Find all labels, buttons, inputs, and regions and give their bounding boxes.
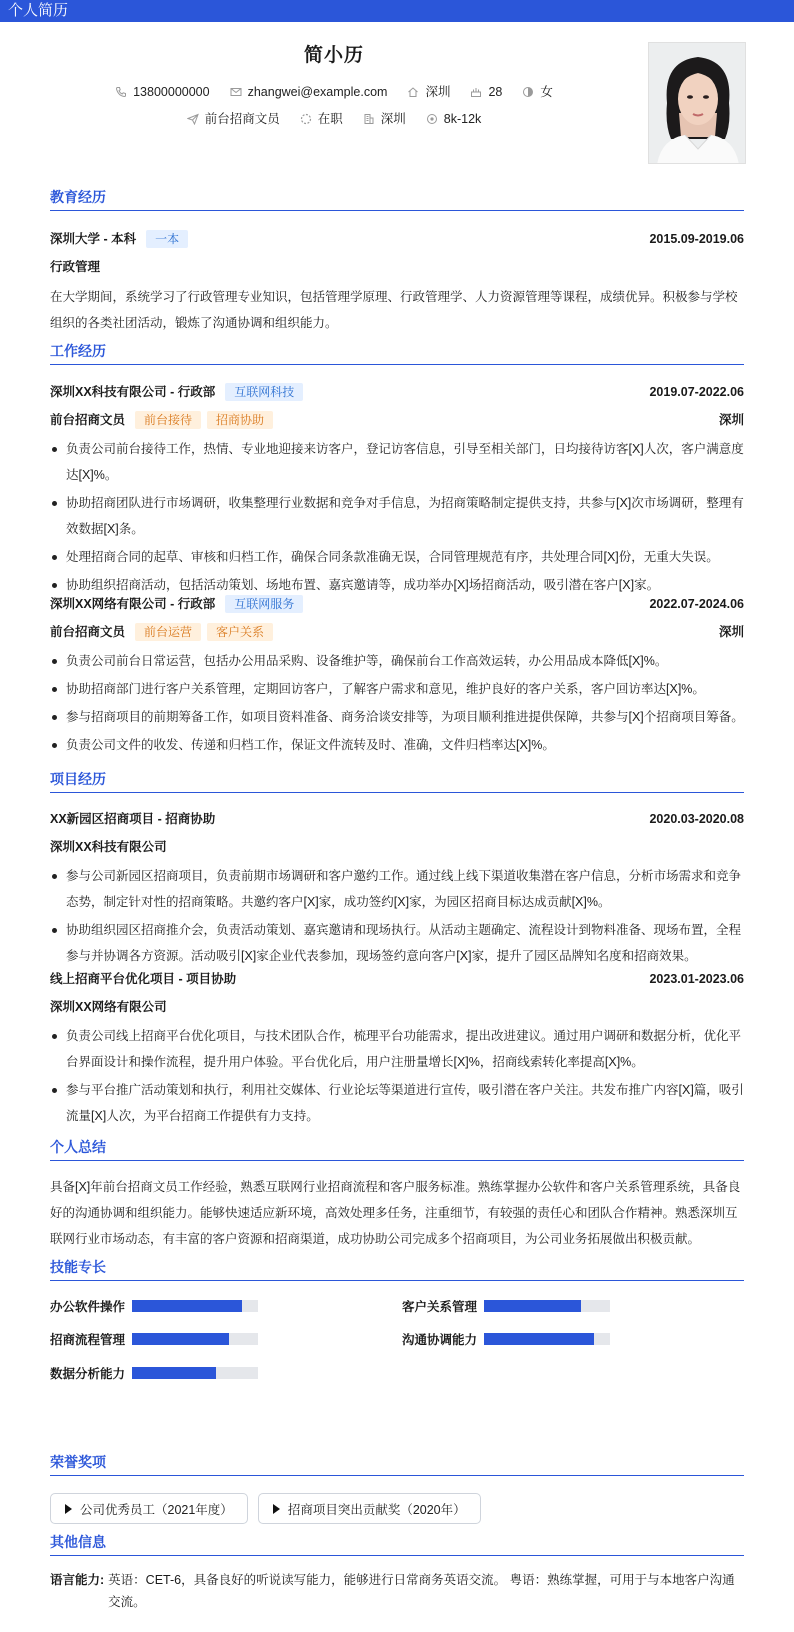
coin-icon — [426, 113, 438, 125]
work-2-position-row — [50, 623, 744, 641]
skill-item — [402, 1330, 610, 1348]
project-2-name: 线上招商平台优化项目 - 项目协助 — [50, 972, 237, 986]
triangle-right-icon — [273, 1504, 280, 1514]
target-city-item — [363, 110, 406, 128]
project-2-header — [50, 970, 744, 988]
list-item: 参与招商项目的前期筹备工作，如项目资料准备、商务洽谈安排等，为项目顺利推进提供保障，共参与[X]个招商项目筹备。 — [50, 704, 744, 730]
salary-text: 8k-12k — [443, 112, 482, 126]
position-item — [187, 110, 280, 128]
education-header — [50, 230, 744, 248]
work-1-location: 深圳 — [718, 413, 744, 427]
skill-item — [50, 1364, 258, 1382]
skill-fill — [484, 1333, 594, 1345]
award-text: 招商项目突出贡献奖（2020年） — [287, 1502, 466, 1517]
phone-text: 13800000000 — [133, 85, 210, 99]
work-section-title: 工作经历 — [50, 342, 744, 365]
skill-name: 沟通协调能力 — [402, 1333, 478, 1347]
education-section-title: 教育经历 — [50, 188, 744, 211]
work-2-bullets — [50, 648, 744, 760]
profile-photo — [648, 42, 746, 164]
education-description: 在大学期间，系统学习了行政管理专业知识，包括管理学原理、行政管理学、人力资源管理等课程，成绩优异。积极参与学校组织的各类社团活动，锻炼了沟通协调和组织能力。 — [50, 290, 738, 330]
gender-item — [522, 83, 553, 101]
education-period: 2015.09-2019.06 — [649, 232, 744, 246]
skill-bar — [484, 1300, 610, 1312]
language-label: 语言能力: — [50, 1573, 105, 1587]
work-1-tag-1: 前台接待 — [135, 411, 201, 429]
city-text: 深圳 — [425, 85, 451, 99]
list-item: 协助组织招商活动，包括活动策划、场地布置、嘉宾邀请等，成功举办[X]场招商活动，吸引潜在客户[X]家。 — [50, 572, 744, 598]
projects-section-title: 项目经历 — [50, 770, 744, 793]
top-bar — [0, 0, 794, 22]
gender-icon — [522, 86, 534, 98]
building-icon — [363, 113, 375, 125]
job-intent-row — [0, 110, 668, 128]
work-2-tag-1: 前台运营 — [135, 623, 201, 641]
work-2-period: 2022.07-2024.06 — [649, 597, 744, 611]
phone-icon — [115, 86, 127, 98]
age-item — [470, 83, 502, 101]
skill-name: 客户关系管理 — [402, 1300, 478, 1314]
list-item: 负责公司文件的收发、传递和归档工作，保证文件流转及时、准确，文件归档率达[X]%。 — [50, 732, 744, 758]
work-1-industry-tag: 互联网科技 — [225, 383, 303, 401]
skill-bar — [132, 1333, 258, 1345]
status-item — [300, 110, 343, 128]
list-item: 处理招商合同的起草、审核和归档工作，确保合同条款准确无误，合同管理规范有序，共处理合同[X]份，无重大失误。 — [50, 544, 744, 570]
send-icon — [187, 113, 199, 125]
summary-section-title: 个人总结 — [50, 1138, 744, 1161]
skill-item — [50, 1330, 258, 1348]
work-1-company: 深圳XX科技有限公司 - 行政部 — [50, 385, 216, 399]
age-text: 28 — [488, 85, 503, 99]
major-row — [50, 258, 744, 276]
award-text: 公司优秀员工（2021年度） — [80, 1502, 233, 1517]
project-2-company: 深圳XX网络有限公司 — [50, 1000, 167, 1014]
major-name: 行政管理 — [50, 260, 101, 274]
project-2-company-row — [50, 998, 744, 1016]
cake-icon — [470, 86, 482, 98]
project-1-company: 深圳XX科技有限公司 — [50, 840, 167, 854]
award-item[interactable] — [258, 1493, 481, 1524]
phone-item — [115, 83, 209, 101]
list-item: 负责公司前台接待工作，热情、专业地迎接来访客户，登记访客信息，引导至相关部门，日均接待访客[X]人次，客户满意度达[X]%。 — [50, 436, 744, 488]
list-item: 参与公司新园区招商项目，负责前期市场调研和客户邀约工作。通过线上线下渠道收集潜在客户信息，分析市场需求和竞争态势，制定针对性的招商策略。共邀约客户[X]家，成功签约[X]家，为园区招商目标达成贡献[X]%。 — [50, 863, 744, 915]
skill-fill — [484, 1300, 581, 1312]
skill-fill — [132, 1367, 216, 1379]
list-item: 负责公司前台日常运营，包括办公用品采购、设备维护等，确保前台工作高效运转，办公用品成本降低[X]%。 — [50, 648, 744, 674]
status-icon — [300, 113, 312, 125]
work-2-company: 深圳XX网络有限公司 - 行政部 — [50, 597, 216, 611]
project-1-company-row — [50, 838, 744, 856]
other-section-title: 其他信息 — [50, 1533, 744, 1556]
gender-text: 女 — [540, 85, 553, 99]
awards-section-title: 荣誉奖项 — [50, 1453, 744, 1476]
target-city-text: 深圳 — [380, 112, 406, 126]
city-item — [407, 83, 450, 101]
project-1-period: 2020.03-2020.08 — [649, 812, 744, 826]
language-ability — [50, 1569, 744, 1613]
project-1-header — [50, 810, 744, 828]
list-item: 协助招商部门进行客户关系管理，定期回访客户，了解客户需求和意见，维护良好的客户关系，客户回访率达[X]%。 — [50, 676, 744, 702]
skill-item — [402, 1297, 610, 1315]
mail-icon — [230, 86, 242, 98]
work-2-header — [50, 595, 744, 613]
skill-item — [50, 1297, 258, 1315]
email-text: zhangwei@example.com — [247, 85, 388, 99]
skill-bar — [132, 1367, 258, 1379]
project-1-name: XX新园区招商项目 - 招商协助 — [50, 812, 216, 826]
skill-name: 数据分析能力 — [50, 1367, 126, 1381]
contact-row — [0, 83, 668, 101]
school-tag: 一本 — [146, 230, 188, 248]
work-2-position: 前台招商文员 — [50, 625, 126, 639]
school-name: 深圳大学 - 本科 — [50, 232, 137, 246]
candidate-name: 简小历 — [303, 45, 364, 66]
email-item — [230, 83, 388, 101]
skill-bar — [132, 1300, 258, 1312]
awards-list — [50, 1493, 481, 1524]
skill-bar — [484, 1333, 610, 1345]
project-1-bullets — [50, 863, 744, 971]
list-item: 协助招商团队进行市场调研，收集整理行业数据和竞争对手信息，为招商策略制定提供支持，共参与[X]次市场调研，整理有效数据[X]条。 — [50, 490, 744, 542]
work-1-bullets — [50, 436, 744, 600]
skills-section-title: 技能专长 — [50, 1258, 744, 1281]
skill-name: 招商流程管理 — [50, 1333, 126, 1347]
work-1-tag-2: 招商协助 — [207, 411, 273, 429]
work-1-position-row — [50, 411, 744, 429]
work-1-header — [50, 383, 744, 401]
list-item: 参与平台推广活动策划和执行，利用社交媒体、行业论坛等渠道进行宣传，吸引潜在客户关注。共发布推广内容[X]篇，吸引流量[X]人次，为平台招商工作提供有力支持。 — [50, 1077, 744, 1129]
skill-name: 办公软件操作 — [50, 1300, 126, 1314]
work-2-location: 深圳 — [718, 625, 744, 639]
summary-text: 具备[X]年前台招商文员工作经验，熟悉互联网行业招商流程和客户服务标准。熟练掌握办公软件和客户关系管理系统，具备良好的沟通协调和组织能力。能够快速适应新环境，高效处理多任务，注重细节，有较强的责任心和团队合作精神。熟悉深圳互联网行业市场动态，有丰富的客户资源和招商渠道，成功协助公司完成多个招商项目，为公司业务拓展做出积极贡献。 — [50, 1180, 741, 1246]
work-1-position: 前台招商文员 — [50, 413, 126, 427]
work-2-industry-tag: 互联网服务 — [225, 595, 303, 613]
project-2-bullets — [50, 1023, 744, 1131]
triangle-right-icon — [65, 1504, 72, 1514]
portrait-image — [649, 43, 746, 164]
document-title: 个人简历 — [8, 2, 69, 19]
work-2-tag-2: 客户关系 — [207, 623, 273, 641]
award-item[interactable] — [50, 1493, 248, 1524]
skill-fill — [132, 1300, 242, 1312]
status-text: 在职 — [317, 112, 343, 126]
project-2-period: 2023.01-2023.06 — [649, 972, 744, 986]
skill-fill — [132, 1333, 229, 1345]
language-text: 英语：CET-6，具备良好的听说读写能力，能够进行日常商务英语交流。 粤语：熟练掌握，可用于与本地客户沟通交流。 — [108, 1573, 735, 1609]
work-1-period: 2019.07-2022.06 — [649, 385, 744, 399]
position-text: 前台招商文员 — [204, 112, 280, 126]
salary-item — [426, 110, 482, 128]
home-icon — [407, 86, 419, 98]
list-item: 负责公司线上招商平台优化项目，与技术团队合作，梳理平台功能需求，提出改进建议。通过用户调研和数据分析，优化平台界面设计和操作流程，提升用户体验。平台优化后，用户注册量增长[X]%，招商线索转化率提高[X]%。 — [50, 1023, 744, 1075]
list-item: 协助组织园区招商推介会，负责活动策划、嘉宾邀请和现场执行。从活动主题确定、流程设计到物料准备、现场布置，全程参与并协调各方资源。活动吸引[X]家企业代表参加，现场签约意向客户[X]家，提升了园区品牌知名度和招商效果。 — [50, 917, 744, 969]
